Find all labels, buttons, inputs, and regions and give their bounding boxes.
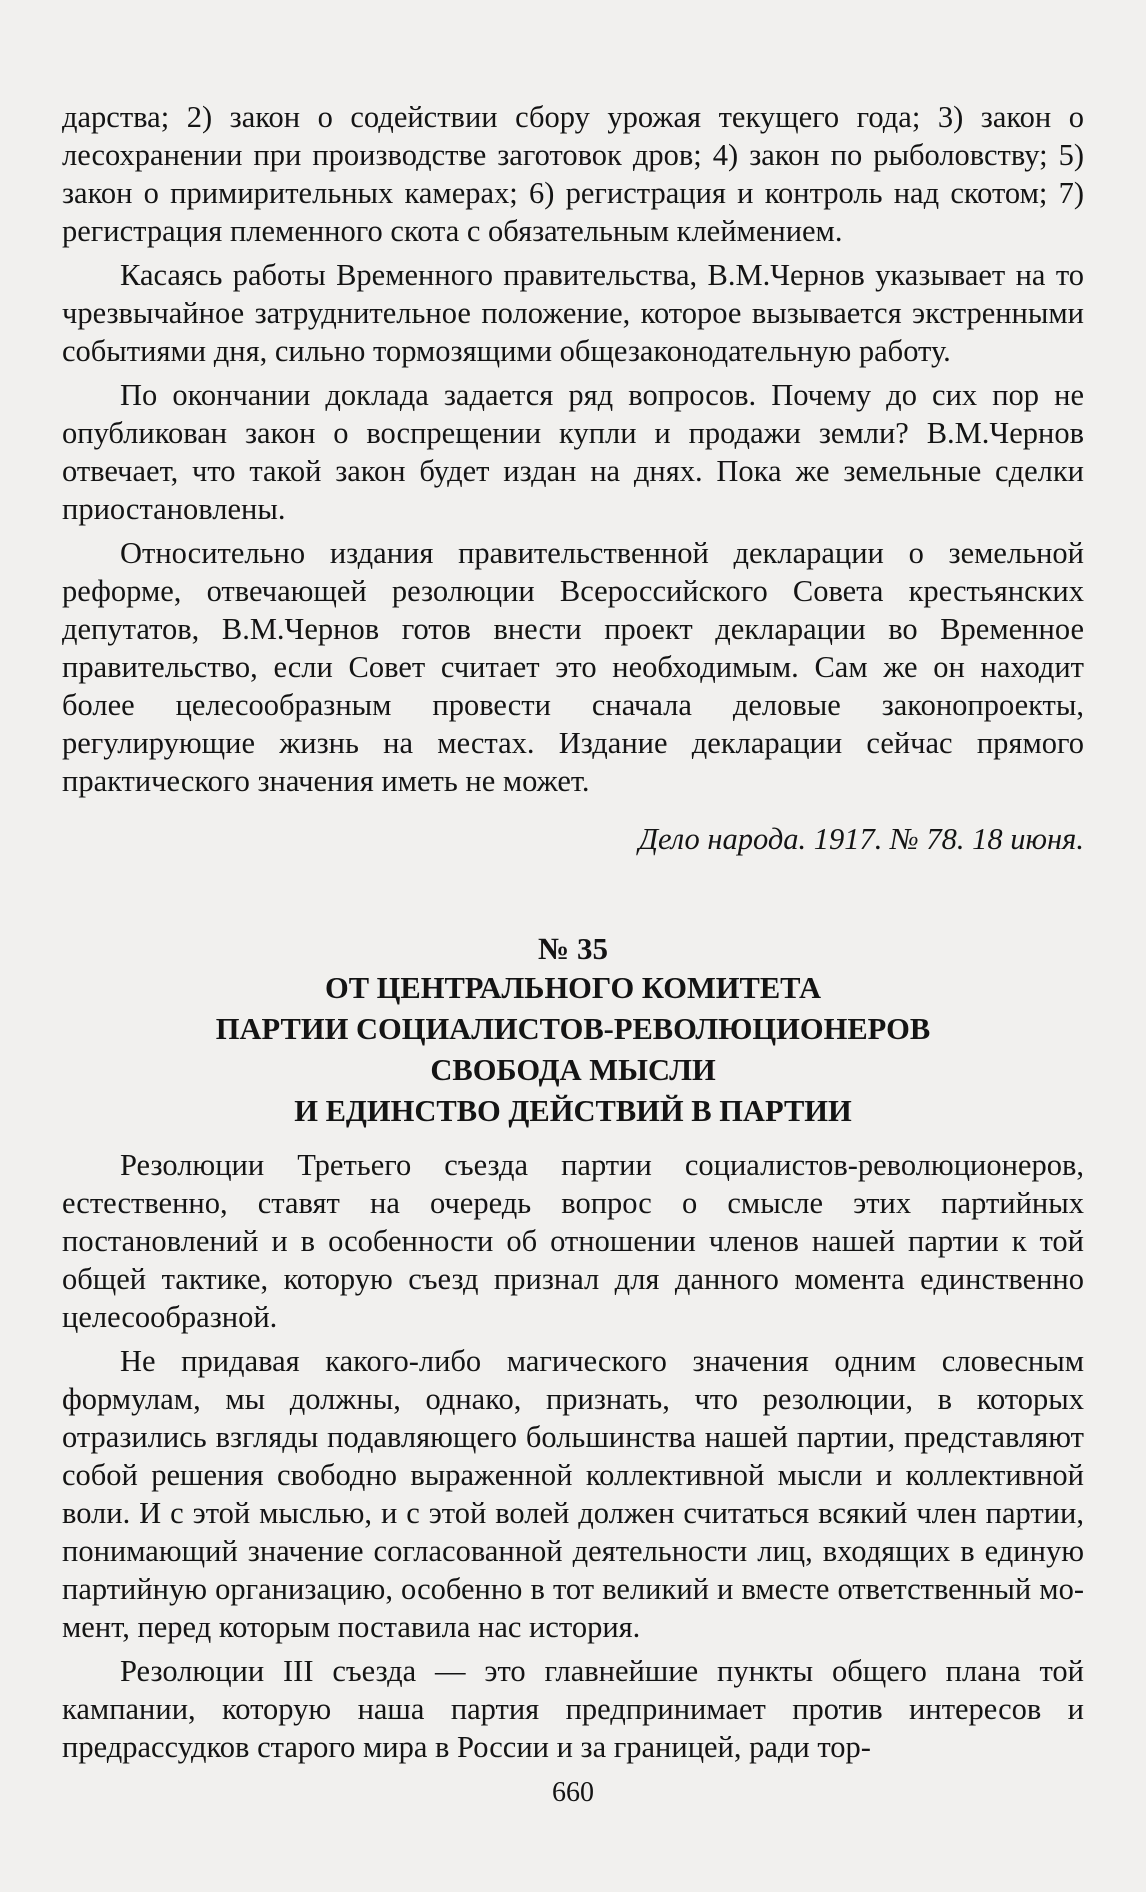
paragraph-continued: дарства; 2) закон о содействии сбору урожая текущего года; 3) закон о лесохранении при производстве заготовок дров; 4) закон по рыболовству; 5) закон о примирительных камерах; 6) регистрация и контроль над скотом; 7) регистрация племенного скота с обязательным клеймением. <box>62 100 1084 248</box>
document-page <box>62 98 1084 1766</box>
heading-line: ОТ ЦЕНТРАЛЬНОГО КОМИТЕТА <box>324 971 822 1005</box>
title-line: СВОБОДА МЫСЛИ <box>430 1053 716 1087</box>
heading-line: ПАРТИИ СОЦИАЛИСТОВ-РЕВОЛЮЦИОНЕРОВ <box>215 1012 931 1046</box>
title-line: И ЕДИНСТВО ДЕЙСТВИЙ В ПАРТИИ <box>294 1094 852 1128</box>
page-number: 660 <box>552 1777 594 1808</box>
source-citation: Дело народа. 1917. № 78. 18 июня. <box>638 822 1084 856</box>
paragraph: Резолюции III съезда — это главнейшие пункты общего плана той кампании, которую наша партия предпринимает против интересов и предрассудков старого мира в России и за границей, ради тор- <box>62 1654 1084 1764</box>
paragraph: По окончании доклада задается ряд вопросов. Почему до сих пор не опубликован закон о воспрещении купли и продажи земли? В.М.Чернов отвечает, что такой закон будет издан на днях. Пока же земельные сделки приостановлены. <box>62 378 1084 526</box>
paragraph: Резолюции Третьего съезда партии социалистов-революционеров, естественно, ставят на очередь вопрос о смысле этих партийных постановлений и в особенности об отношении членов нашей партии к той общей тактике, которую съезд признал для данного момента единственно целесообразной. <box>62 1148 1084 1334</box>
paragraph: Не придавая какого-либо магического значения одним словесным формулам, мы должны, однако, признать, что резолюции, в которых отразились взгляды подавляющего большинства нашей партии, представляют собой решения свободно выраженной коллективной мысли и коллективной воли. И с этой мыслью, и с этой волей должен считаться всякий член партии, понимающий значение согласованной деятельности лиц, входящих в единую партийную организацию, особенно в тот великий и вместе ответственный момент, перед которым поставила нас история. <box>62 1344 1084 1644</box>
paragraph: Касаясь работы Временного правительства, В.М.Чернов указывает на то чрезвычайное затруднительное положение, которое вызывается экстренными событиями дня, сильно тормозящими общезаконодательную работу. <box>62 258 1084 368</box>
paragraph: Относительно издания правительственной декларации о земельной реформе, отвечающей резолюции Всероссийского Совета крестьянских депутатов, В.М.Чернов готов внести проект декларации во Временное правительство, если Совет считает это необходимым. Сам же он находит более целесообразным провести сначала деловые законопроекты, регулирующие жизнь на местах. Издание декларации сейчас прямого практического значения иметь не может. <box>62 536 1084 798</box>
document-number: № 35 <box>538 931 608 966</box>
